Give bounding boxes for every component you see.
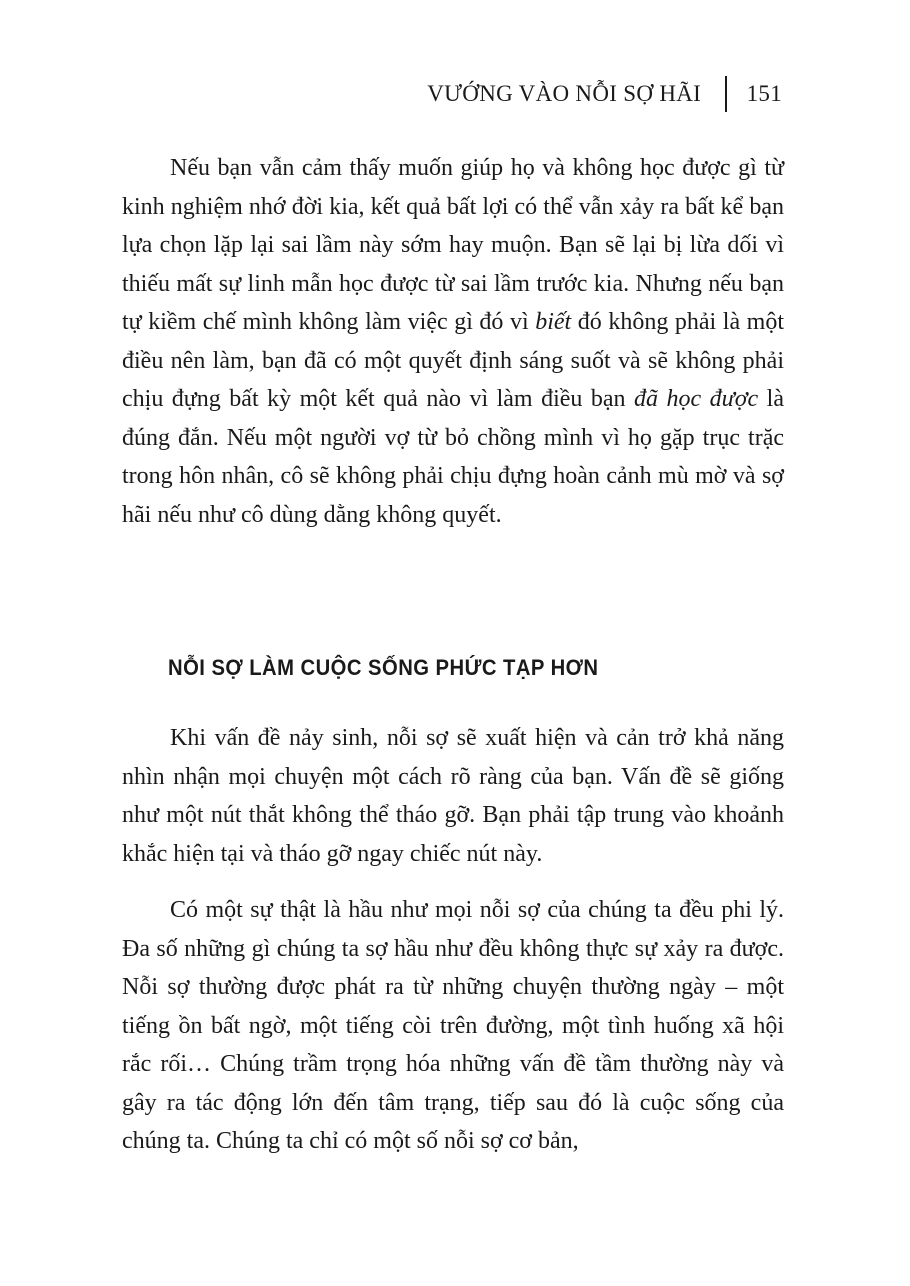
paragraph-1-segment-a: Nếu bạn vẫn cảm thấy muốn giúp họ và không học được gì từ kinh nghiệm nhớ đời kia, kết quả bất lợi có thể vẫn xảy ra bất kể bạn lựa chọn lặp lại sai lầm này sớm hay muộn. Bạn sẽ lại bị lừa dối vì thiếu mất sự linh mẫn học được từ sai lầm trước kia. Nhưng nếu bạn tự kiềm chế mình không làm việc gì đó vì [122,155,784,335]
emphasis-da-hoc-duoc: đã học được [634,386,759,412]
paragraph-2-text: Khi vấn đề nảy sinh, nỗi sợ sẽ xuất hiện và cản trở khả năng nhìn nhận mọi chuyện một cách rõ ràng của bạn. Vấn đề sẽ giống như một nút thắt không thể tháo gỡ. Bạn phải tập trung vào khoảnh khắc hiện tại và tháo gỡ ngay chiếc nút này. [122,725,784,867]
chapter-title: VƯỚNG VÀO NỖI SỢ HÃI [427,81,702,106]
paragraph-1-segment-c: là đúng đắn. Nếu một người vợ từ bỏ chồng mình vì họ gặp trục trặc trong hôn nhân, cô sẽ không phải chịu đựng hoàn cảnh mù mờ và sợ hãi nếu như cô dùng dằng không quyết. [122,386,784,528]
page-number: 151 [746,81,782,106]
paragraph-1 [122,149,784,534]
paragraph-1-text [122,149,784,534]
section-heading: NỖI SỢ LÀM CUỘC SỐNG PHỨC TẠP HƠN [168,655,599,680]
header-divider [725,76,727,112]
paragraph-3-text: Có một sự thật là hầu như mọi nỗi sợ của chúng ta đều phi lý. Đa số những gì chúng ta sợ hầu như đều không thực sự xảy ra được. Nỗi sợ thường được phát ra từ những chuyện thường ngày – một tiếng ồn bất ngờ, một tiếng còi trên đường, một tình huống xã hội rắc rối… Chúng trầm trọng hóa những vấn đề tầm thường này và gây ra tác động lớn đến tâm trạng, tiếp sau đó là cuộc sống của chúng ta. Chúng ta chỉ có một số nỗi sợ cơ bản, [122,897,784,1154]
emphasis-biet: biết [535,309,572,335]
running-header [427,76,782,112]
paragraph-3 [122,891,784,1161]
paragraph-2 [122,719,784,873]
paragraph-1-segment-b: đó không phải là một điều nên làm, bạn đã có một quyết định sáng suốt và sẽ không phải chịu đựng bất kỳ một kết quả nào vì làm điều bạn [122,309,784,412]
